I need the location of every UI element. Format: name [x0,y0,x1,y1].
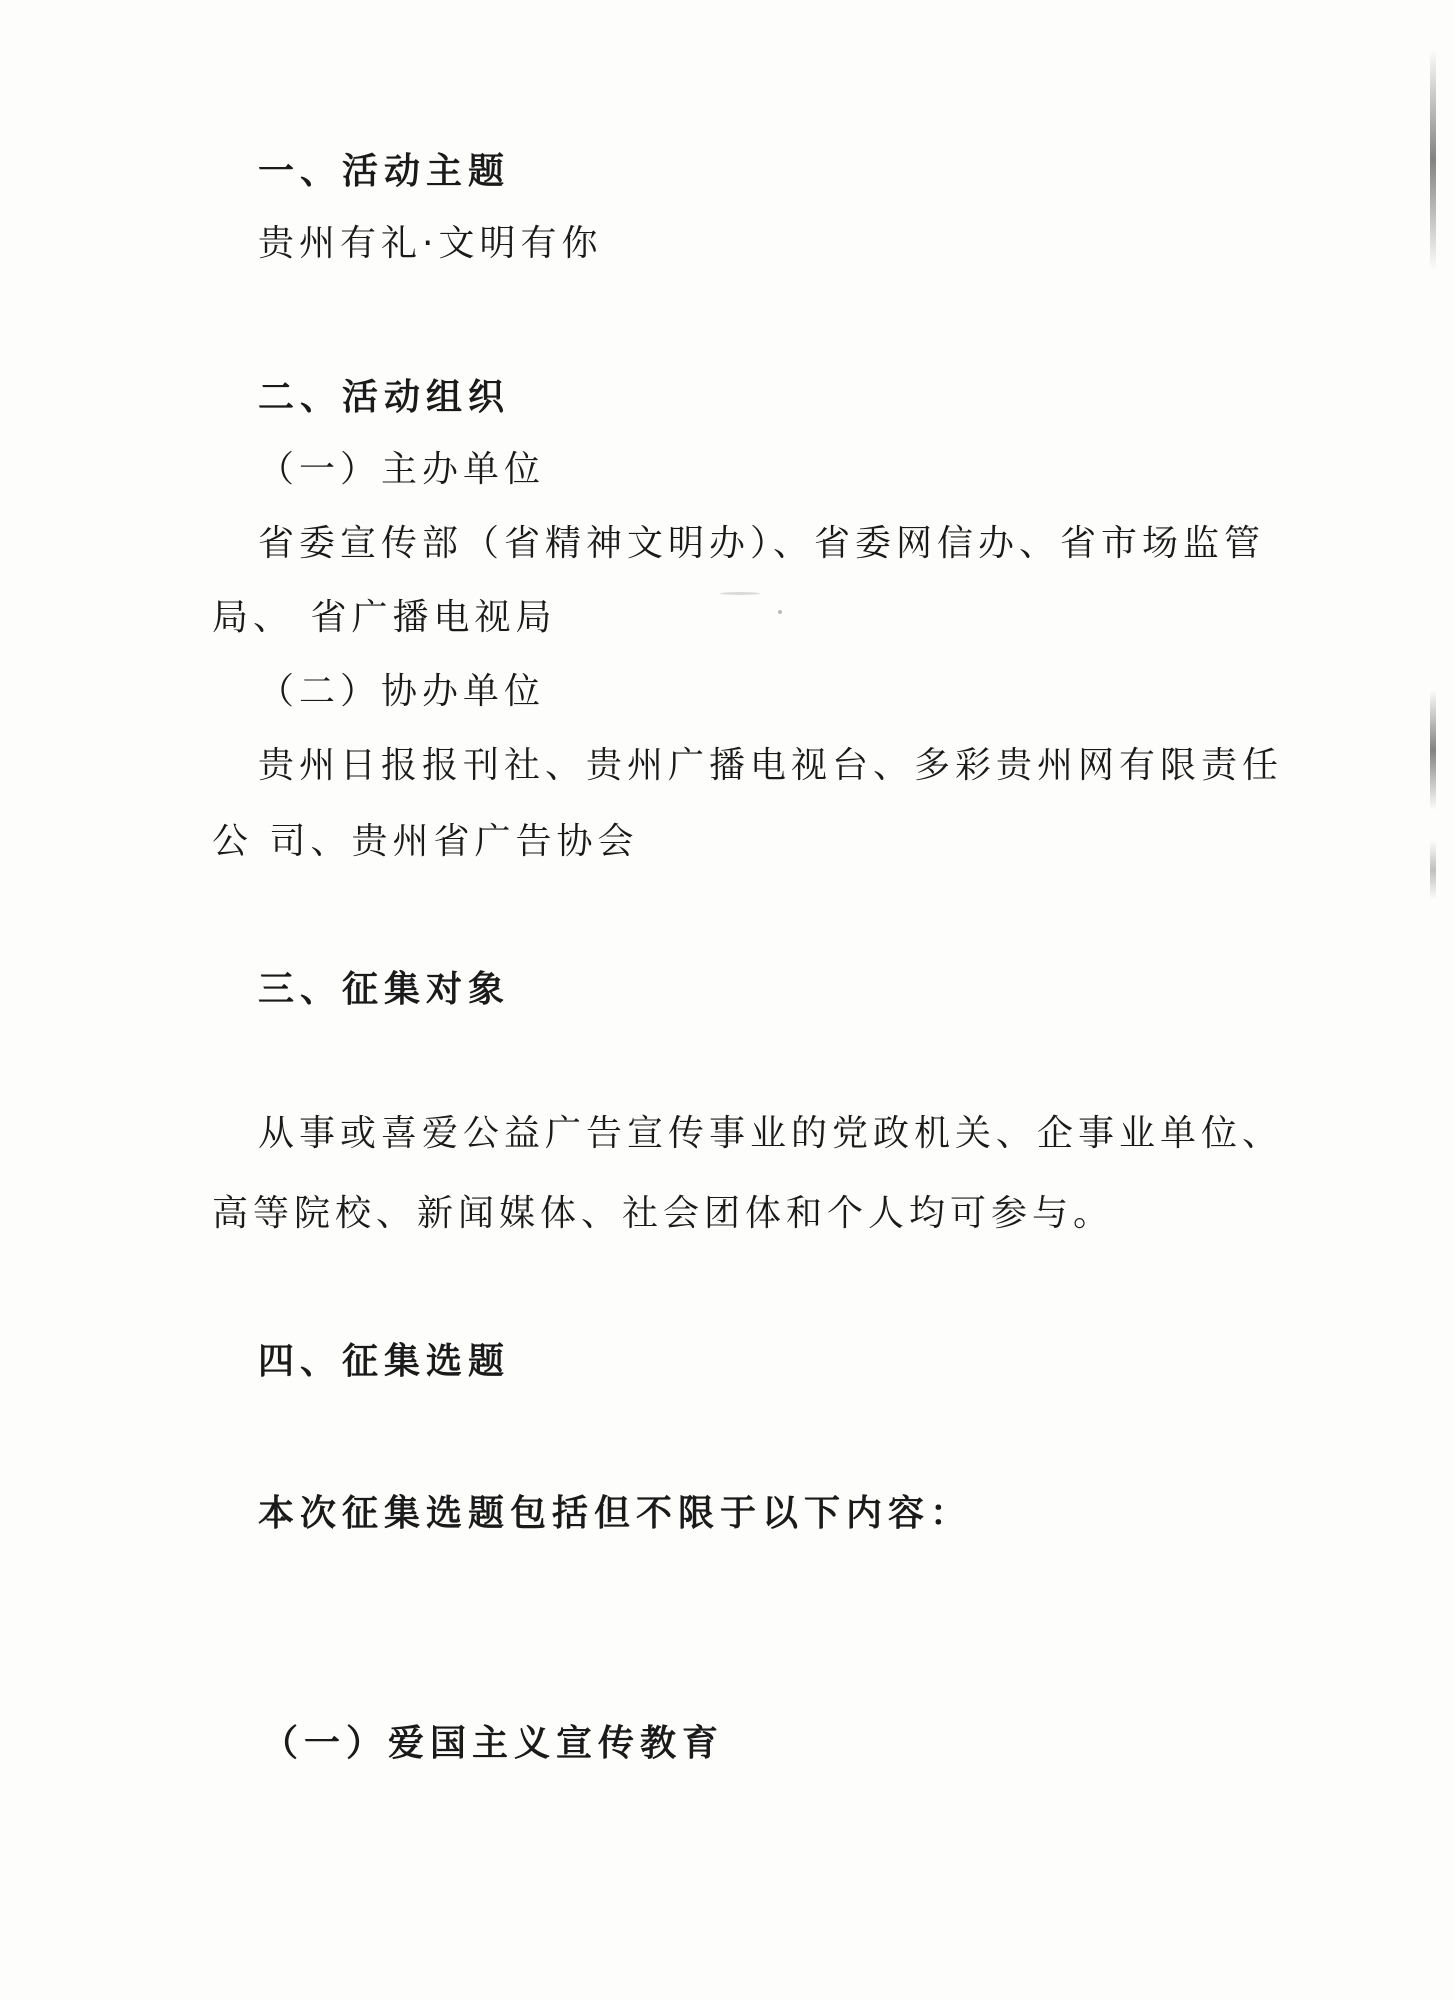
topics-intro: 本次征集选题包括但不限于以下内容： [258,1493,973,1534]
section-3-heading: 三、征集对象 [258,969,511,1010]
co-organizer-text-line-1: 贵州日报报刊社、贵州广播电视台、多彩贵州网有限责任 [258,745,1284,786]
section-4-heading: 四、征集选题 [258,1341,511,1382]
scan-speck [720,592,760,595]
organizer-text-line-2: 局、 省广播电视局 [212,597,557,638]
organizer-label: （一）主办单位 [258,449,546,490]
scan-edge-mark [1430,50,1436,270]
target-text-line-2: 高等院校、新闻媒体、社会团体和个人均可参与。 [212,1193,1115,1234]
theme-text: 贵州有礼·文明有你 [258,223,603,264]
section-1-heading: 一、活动主题 [258,151,511,192]
co-organizer-text-line-2: 公 司、贵州省广告协会 [212,821,639,862]
topic-item-1: （一）爱国主义宣传教育 [262,1723,725,1764]
section-2-heading: 二、活动组织 [258,377,511,418]
scan-speck [778,610,782,614]
target-text-line-1: 从事或喜爱公益广告宣传事业的党政机关、企事业单位、 [258,1113,1284,1154]
organizer-text-line-1: 省委宣传部（省精神文明办）、省委网信办、省市场监管 [258,523,1266,564]
scan-edge-mark [1430,840,1436,900]
scan-edge-mark [1430,690,1436,810]
co-organizer-label: （二）协办单位 [258,671,546,712]
